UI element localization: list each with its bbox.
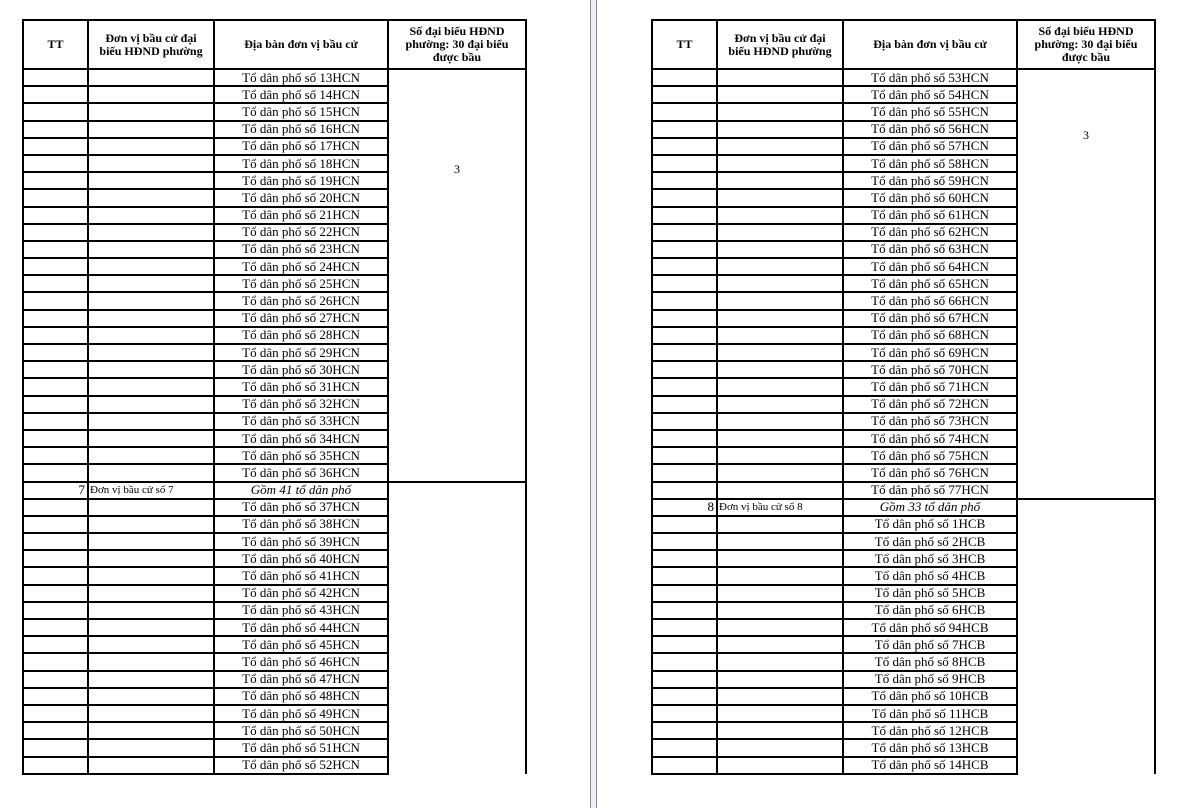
cell-don-vi [717, 671, 843, 688]
table-row [652, 69, 1155, 86]
header-don-vi: Đơn vị bầu cử đại biểu HĐND phường [88, 20, 214, 69]
cell-don-vi [717, 482, 843, 499]
cell-tt [23, 636, 88, 653]
cell-dia-ban: Tổ dân phố số 51HCN [214, 739, 388, 756]
cell-dia-ban: Tổ dân phố số 59HCN [843, 172, 1017, 189]
cell-delegates [388, 482, 526, 774]
cell-dia-ban: Tổ dân phố số 70HCN [843, 361, 1017, 378]
cell-don-vi [88, 310, 214, 327]
cell-tt [652, 585, 717, 602]
cell-dia-ban: Tổ dân phố số 24HCN [214, 258, 388, 275]
cell-don-vi [717, 636, 843, 653]
header-so-dai-bieu: Số đại biểu HĐND phường: 30 đại biểu được bầu [1017, 20, 1155, 69]
cell-tt [652, 292, 717, 309]
cell-tt [23, 688, 88, 705]
cell-don-vi [88, 396, 214, 413]
cell-don-vi [88, 533, 214, 550]
cell-tt [23, 275, 88, 292]
cell-don-vi [88, 430, 214, 447]
cell-don-vi [717, 275, 843, 292]
cell-tt [23, 413, 88, 430]
cell-don-vi [88, 413, 214, 430]
cell-tt [652, 69, 717, 86]
cell-dia-ban: Tổ dân phố số 47HCN [214, 671, 388, 688]
cell-tt [652, 172, 717, 189]
cell-tt [23, 533, 88, 550]
cell-tt [652, 482, 717, 499]
cell-don-vi [717, 739, 843, 756]
cell-dia-ban: Tổ dân phố số 22HCN [214, 224, 388, 241]
cell-dia-ban: Tổ dân phố số 21HCN [214, 207, 388, 224]
cell-dia-ban: Tổ dân phố số 42HCN [214, 585, 388, 602]
header-dia-ban: Địa bàn đơn vị bầu cử [214, 20, 388, 69]
cell-delegates [1017, 69, 1155, 499]
unit-summary: Gồm 33 tổ dân phố [843, 499, 1017, 516]
cell-dia-ban: Tổ dân phố số 4HCB [843, 567, 1017, 584]
cell-dia-ban: Tổ dân phố số 77HCN [843, 482, 1017, 499]
cell-don-vi [88, 292, 214, 309]
cell-tt [652, 396, 717, 413]
cell-delegates [1017, 499, 1155, 774]
cell-tt [23, 103, 88, 120]
cell-tt [23, 292, 88, 309]
cell-don-vi [88, 567, 214, 584]
cell-tt [23, 172, 88, 189]
table-row [23, 69, 526, 86]
cell-tt [23, 121, 88, 138]
cell-don-vi [717, 447, 843, 464]
cell-dia-ban: Tổ dân phố số 7HCB [843, 636, 1017, 653]
cell-tt [652, 739, 717, 756]
cell-tt [23, 705, 88, 722]
cell-don-vi [717, 327, 843, 344]
cell-tt [23, 602, 88, 619]
cell-dia-ban: Tổ dân phố số 65HCN [843, 275, 1017, 292]
cell-don-vi [88, 722, 214, 739]
cell-tt [652, 447, 717, 464]
cell-don-vi [717, 585, 843, 602]
cell-dia-ban: Tổ dân phố số 33HCN [214, 413, 388, 430]
cell-dia-ban: Tổ dân phố số 36HCN [214, 464, 388, 481]
cell-tt [23, 207, 88, 224]
cell-don-vi [88, 550, 214, 567]
cell-don-vi [88, 447, 214, 464]
cell-dia-ban: Tổ dân phố số 71HCN [843, 378, 1017, 395]
cell-tt [23, 327, 88, 344]
cell-dia-ban: Tổ dân phố số 34HCN [214, 430, 388, 447]
cell-don-vi [717, 619, 843, 636]
cell-don-vi [717, 86, 843, 103]
cell-tt [23, 69, 88, 86]
cell-dia-ban: Tổ dân phố số 31HCN [214, 378, 388, 395]
cell-don-vi [717, 464, 843, 481]
cell-dia-ban: Tổ dân phố số 23HCN [214, 241, 388, 258]
cell-don-vi [88, 636, 214, 653]
cell-dia-ban: Tổ dân phố số 57HCN [843, 138, 1017, 155]
cell-dia-ban: Tổ dân phố số 35HCN [214, 447, 388, 464]
cell-don-vi [88, 344, 214, 361]
unit-summary: Gồm 41 tổ dân phố [214, 482, 388, 499]
cell-tt [23, 499, 88, 516]
cell-dia-ban: Tổ dân phố số 68HCN [843, 327, 1017, 344]
cell-dia-ban: Tổ dân phố số 15HCN [214, 103, 388, 120]
cell-dia-ban: Tổ dân phố số 13HCN [214, 69, 388, 86]
cell-tt [652, 619, 717, 636]
cell-don-vi [88, 275, 214, 292]
cell-dia-ban: Tổ dân phố số 58HCN [843, 155, 1017, 172]
cell-dia-ban: Tổ dân phố số 50HCN [214, 722, 388, 739]
cell-don-vi [88, 619, 214, 636]
cell-tt [23, 516, 88, 533]
cell-don-vi [88, 121, 214, 138]
cell-dia-ban: Tổ dân phố số 25HCN [214, 275, 388, 292]
cell-don-vi [717, 310, 843, 327]
cell-dia-ban: Tổ dân phố số 39HCN [214, 533, 388, 550]
cell-tt [23, 258, 88, 275]
cell-don-vi [88, 361, 214, 378]
cell-tt [23, 241, 88, 258]
unit-name: Đơn vị bầu cử số 7 [88, 482, 214, 499]
cell-don-vi [717, 189, 843, 206]
cell-don-vi [717, 292, 843, 309]
cell-don-vi [88, 138, 214, 155]
cell-tt [652, 224, 717, 241]
cell-tt [652, 722, 717, 739]
cell-tt [652, 121, 717, 138]
cell-tt [23, 138, 88, 155]
cell-don-vi [717, 155, 843, 172]
cell-tt [23, 310, 88, 327]
cell-tt [652, 189, 717, 206]
cell-tt [652, 516, 717, 533]
cell-dia-ban: Tổ dân phố số 40HCN [214, 550, 388, 567]
cell-don-vi [88, 378, 214, 395]
cell-tt [652, 361, 717, 378]
cell-dia-ban: Tổ dân phố số 3HCB [843, 550, 1017, 567]
cell-don-vi [717, 705, 843, 722]
cell-tt [652, 757, 717, 774]
cell-don-vi [88, 602, 214, 619]
cell-dia-ban: Tổ dân phố số 69HCN [843, 344, 1017, 361]
cell-tt [23, 430, 88, 447]
cell-dia-ban: Tổ dân phố số 53HCN [843, 69, 1017, 86]
cell-don-vi [88, 757, 214, 774]
cell-don-vi [717, 567, 843, 584]
cell-don-vi [717, 344, 843, 361]
cell-don-vi [88, 86, 214, 103]
cell-don-vi [717, 121, 843, 138]
cell-dia-ban: Tổ dân phố số 55HCN [843, 103, 1017, 120]
cell-dia-ban: Tổ dân phố số 52HCN [214, 757, 388, 774]
cell-tt [23, 86, 88, 103]
cell-dia-ban: Tổ dân phố số 16HCN [214, 121, 388, 138]
cell-delegates [388, 69, 526, 482]
cell-tt [652, 86, 717, 103]
cell-dia-ban: Tổ dân phố số 76HCN [843, 464, 1017, 481]
cell-don-vi [717, 378, 843, 395]
cell-don-vi [88, 224, 214, 241]
page-left [22, 19, 527, 775]
cell-dia-ban: Tổ dân phố số 64HCN [843, 258, 1017, 275]
header-so-dai-bieu: Số đại biểu HĐND phường: 30 đại biểu được bầu [388, 20, 526, 69]
cell-tt [652, 567, 717, 584]
cell-don-vi [88, 69, 214, 86]
cell-tt [23, 550, 88, 567]
delegates-count: 3 [454, 162, 460, 176]
cell-dia-ban: Tổ dân phố số 32HCN [214, 396, 388, 413]
cell-don-vi [717, 258, 843, 275]
cell-tt [652, 705, 717, 722]
cell-tt [652, 207, 717, 224]
cell-don-vi [88, 172, 214, 189]
cell-don-vi [88, 327, 214, 344]
cell-tt [652, 327, 717, 344]
delegates-count: 3 [1083, 128, 1089, 142]
cell-tt [23, 653, 88, 670]
cell-don-vi [88, 241, 214, 258]
header-dia-ban: Địa bàn đơn vị bầu cử [843, 20, 1017, 69]
cell-don-vi [717, 550, 843, 567]
cell-don-vi [717, 533, 843, 550]
cell-dia-ban: Tổ dân phố số 54HCN [843, 86, 1017, 103]
cell-dia-ban: Tổ dân phố số 27HCN [214, 310, 388, 327]
cell-tt [23, 396, 88, 413]
cell-tt [652, 653, 717, 670]
cell-don-vi [717, 653, 843, 670]
cell-tt [23, 447, 88, 464]
cell-don-vi [717, 172, 843, 189]
cell-don-vi [88, 516, 214, 533]
cell-tt [652, 258, 717, 275]
cell-don-vi [88, 585, 214, 602]
cell-dia-ban: Tổ dân phố số 20HCN [214, 189, 388, 206]
header-don-vi: Đơn vị bầu cử đại biểu HĐND phường [717, 20, 843, 69]
cell-dia-ban: Tổ dân phố số 12HCB [843, 722, 1017, 739]
cell-don-vi [717, 757, 843, 774]
cell-don-vi [88, 189, 214, 206]
cell-dia-ban: Tổ dân phố số 38HCN [214, 516, 388, 533]
cell-dia-ban: Tổ dân phố số 5HCB [843, 585, 1017, 602]
cell-dia-ban: Tổ dân phố số 11HCB [843, 705, 1017, 722]
cell-don-vi [88, 688, 214, 705]
cell-don-vi [88, 464, 214, 481]
cell-dia-ban: Tổ dân phố số 62HCN [843, 224, 1017, 241]
cell-dia-ban: Tổ dân phố số 19HCN [214, 172, 388, 189]
cell-dia-ban: Tổ dân phố số 30HCN [214, 361, 388, 378]
cell-dia-ban: Tổ dân phố số 26HCN [214, 292, 388, 309]
cell-tt [23, 155, 88, 172]
cell-tt [652, 378, 717, 395]
page-gutter [590, 0, 597, 808]
cell-don-vi [717, 516, 843, 533]
cell-don-vi [88, 155, 214, 172]
cell-tt [652, 138, 717, 155]
cell-tt [652, 533, 717, 550]
table-header [652, 20, 1155, 69]
cell-don-vi [88, 705, 214, 722]
cell-don-vi [717, 138, 843, 155]
cell-tt [23, 722, 88, 739]
cell-don-vi [88, 258, 214, 275]
cell-tt [652, 155, 717, 172]
cell-dia-ban: Tổ dân phố số 14HCB [843, 757, 1017, 774]
cell-tt [652, 310, 717, 327]
unit-row [23, 482, 526, 499]
cell-dia-ban: Tổ dân phố số 67HCN [843, 310, 1017, 327]
cell-tt [23, 757, 88, 774]
header-tt: TT [652, 20, 717, 69]
cell-don-vi [88, 653, 214, 670]
cell-don-vi [717, 224, 843, 241]
cell-don-vi [717, 688, 843, 705]
cell-don-vi [717, 361, 843, 378]
cell-dia-ban: Tổ dân phố số 75HCN [843, 447, 1017, 464]
cell-dia-ban: Tổ dân phố số 18HCN [214, 155, 388, 172]
unit-number: 8 [652, 499, 717, 516]
cell-don-vi [88, 207, 214, 224]
cell-don-vi [88, 739, 214, 756]
cell-tt [652, 636, 717, 653]
unit-name: Đơn vị bầu cử số 8 [717, 499, 843, 516]
cell-dia-ban: Tổ dân phố số 56HCN [843, 121, 1017, 138]
cell-dia-ban: Tổ dân phố số 43HCN [214, 602, 388, 619]
cell-tt [652, 275, 717, 292]
cell-dia-ban: Tổ dân phố số 48HCN [214, 688, 388, 705]
cell-tt [23, 739, 88, 756]
cell-tt [23, 585, 88, 602]
cell-tt [23, 464, 88, 481]
cell-dia-ban: Tổ dân phố số 10HCB [843, 688, 1017, 705]
cell-don-vi [717, 602, 843, 619]
cell-don-vi [717, 430, 843, 447]
page-right [651, 19, 1156, 775]
cell-tt [652, 464, 717, 481]
cell-tt [652, 413, 717, 430]
unit-number: 7 [23, 482, 88, 499]
unit-row [652, 499, 1155, 516]
cell-dia-ban: Tổ dân phố số 6HCB [843, 602, 1017, 619]
cell-dia-ban: Tổ dân phố số 63HCN [843, 241, 1017, 258]
cell-tt [23, 189, 88, 206]
cell-tt [23, 224, 88, 241]
cell-tt [652, 550, 717, 567]
cell-tt [23, 619, 88, 636]
header-tt: TT [23, 20, 88, 69]
cell-don-vi [717, 207, 843, 224]
cell-dia-ban: Tổ dân phố số 14HCN [214, 86, 388, 103]
cell-tt [23, 378, 88, 395]
cell-tt [652, 671, 717, 688]
cell-don-vi [717, 241, 843, 258]
cell-dia-ban: Tổ dân phố số 45HCN [214, 636, 388, 653]
cell-tt [23, 567, 88, 584]
cell-tt [652, 602, 717, 619]
cell-dia-ban: Tổ dân phố số 8HCB [843, 653, 1017, 670]
cell-dia-ban: Tổ dân phố số 94HCB [843, 619, 1017, 636]
cell-dia-ban: Tổ dân phố số 44HCN [214, 619, 388, 636]
cell-dia-ban: Tổ dân phố số 60HCN [843, 189, 1017, 206]
cell-tt [652, 344, 717, 361]
cell-tt [23, 361, 88, 378]
cell-dia-ban: Tổ dân phố số 28HCN [214, 327, 388, 344]
cell-don-vi [717, 69, 843, 86]
cell-don-vi [717, 722, 843, 739]
cell-tt [652, 241, 717, 258]
cell-don-vi [717, 103, 843, 120]
cell-don-vi [88, 499, 214, 516]
cell-don-vi [717, 413, 843, 430]
election-table-left [22, 19, 527, 775]
cell-don-vi [88, 103, 214, 120]
cell-tt [652, 103, 717, 120]
cell-dia-ban: Tổ dân phố số 17HCN [214, 138, 388, 155]
cell-dia-ban: Tổ dân phố số 61HCN [843, 207, 1017, 224]
cell-dia-ban: Tổ dân phố số 2HCB [843, 533, 1017, 550]
cell-dia-ban: Tổ dân phố số 1HCB [843, 516, 1017, 533]
cell-don-vi [88, 671, 214, 688]
cell-dia-ban: Tổ dân phố số 37HCN [214, 499, 388, 516]
cell-dia-ban: Tổ dân phố số 73HCN [843, 413, 1017, 430]
cell-dia-ban: Tổ dân phố số 41HCN [214, 567, 388, 584]
cell-tt [652, 688, 717, 705]
cell-dia-ban: Tổ dân phố số 74HCN [843, 430, 1017, 447]
cell-dia-ban: Tổ dân phố số 9HCB [843, 671, 1017, 688]
cell-dia-ban: Tổ dân phố số 13HCB [843, 739, 1017, 756]
cell-dia-ban: Tổ dân phố số 66HCN [843, 292, 1017, 309]
cell-dia-ban: Tổ dân phố số 72HCN [843, 396, 1017, 413]
cell-tt [23, 671, 88, 688]
cell-dia-ban: Tổ dân phố số 29HCN [214, 344, 388, 361]
cell-tt [23, 344, 88, 361]
cell-tt [652, 430, 717, 447]
table-header [23, 20, 526, 69]
cell-don-vi [717, 396, 843, 413]
cell-dia-ban: Tổ dân phố số 46HCN [214, 653, 388, 670]
election-table-right [651, 19, 1156, 775]
cell-dia-ban: Tổ dân phố số 49HCN [214, 705, 388, 722]
